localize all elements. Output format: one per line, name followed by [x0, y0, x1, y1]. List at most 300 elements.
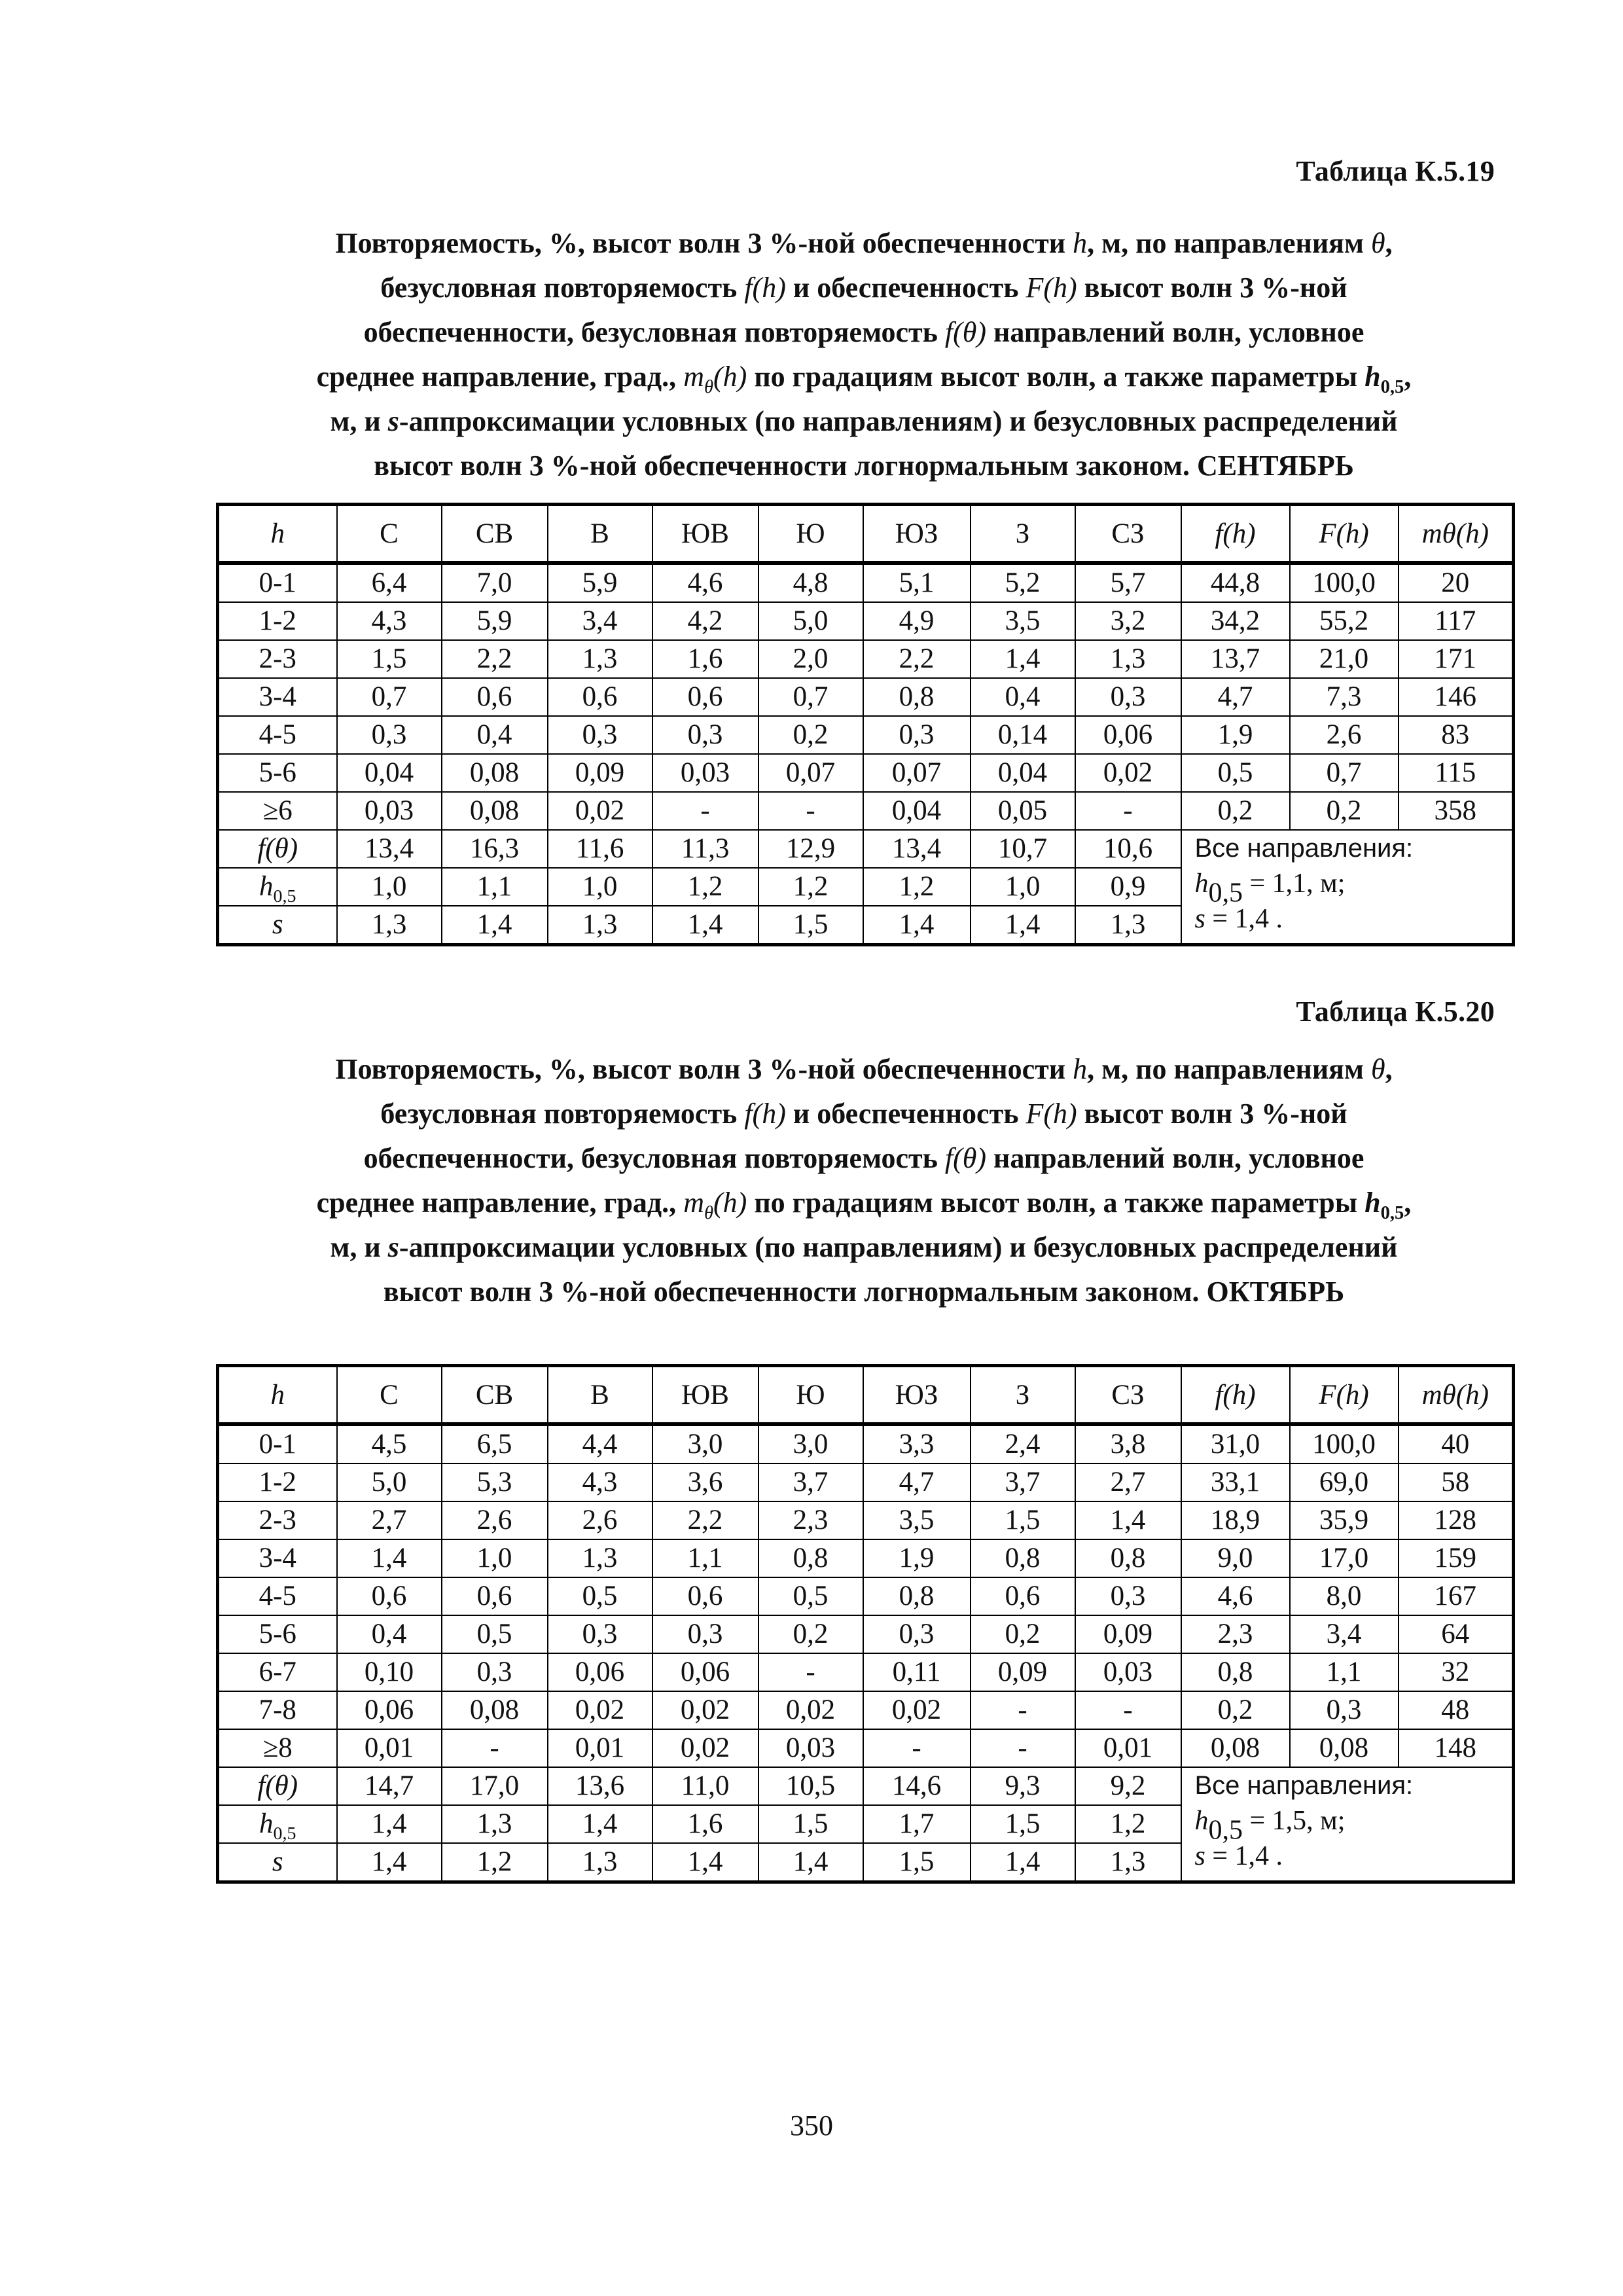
table-cell: 100,0 [1290, 563, 1399, 602]
table-cell: 0,3 [337, 716, 442, 754]
s-symbol: s [1194, 904, 1205, 934]
row-label [218, 868, 337, 906]
table-cell: 1,4 [758, 1843, 863, 1882]
column-header: f(h) [1181, 505, 1290, 564]
h05-symbol: h [1194, 1806, 1209, 1836]
table-cell: 0,8 [758, 1539, 863, 1577]
h05-label: h [259, 871, 274, 902]
table-cell: 17,0 [1290, 1539, 1399, 1577]
s-value: = 1,4 . [1205, 904, 1283, 934]
table-cell: 13,4 [337, 830, 442, 868]
table-cell: 1,3 [337, 906, 442, 945]
table-cell: 13,4 [863, 830, 971, 868]
table-cell: 0,7 [758, 678, 863, 716]
table-cell: 11,3 [652, 830, 758, 868]
column-header: h [218, 1366, 337, 1425]
table-cell: 0,03 [337, 792, 442, 830]
row-label: 4-5 [218, 716, 337, 754]
table-cell: 0,6 [442, 678, 548, 716]
row-label: 2-3 [218, 1501, 337, 1539]
table-cell: 16,3 [442, 830, 548, 868]
table-cell: 7,3 [1290, 678, 1399, 716]
h05-subscript: 0,5 [1208, 878, 1243, 908]
column-header: С [337, 505, 442, 564]
table-cell: 0,02 [1075, 754, 1181, 792]
table-cell: 0,3 [442, 1653, 548, 1691]
table-cell: 2,2 [442, 640, 548, 678]
table-cell: 0,08 [1290, 1729, 1399, 1767]
wave-height-table-october [216, 1364, 1515, 1884]
table-cell: 0,3 [652, 716, 758, 754]
table-cell: 1,4 [652, 1843, 758, 1882]
table-cell: 13,6 [548, 1767, 652, 1805]
table-cell: 1,4 [337, 1843, 442, 1882]
table-cell: 0,3 [1075, 1577, 1181, 1615]
table-cell: 0,3 [652, 1615, 758, 1653]
table-cell: 3,2 [1075, 602, 1181, 640]
table-cell: 5,9 [548, 563, 652, 602]
table-cell: 18,9 [1181, 1501, 1290, 1539]
table-cell: 11,0 [652, 1767, 758, 1805]
table-cell: 0,08 [442, 754, 548, 792]
table-cell: 10,6 [1075, 830, 1181, 868]
table-cell: 1,3 [1075, 906, 1181, 945]
table-cell: 2,3 [758, 1501, 863, 1539]
column-header: ЮЗ [863, 505, 971, 564]
table-cell: 4,3 [337, 602, 442, 640]
table-row [218, 563, 1514, 602]
table-cell: 3,5 [863, 1501, 971, 1539]
table-cell: 4,2 [652, 602, 758, 640]
table-cell: 1,3 [548, 640, 652, 678]
table-cell: 8,0 [1290, 1577, 1399, 1615]
table-cell: - [971, 1691, 1075, 1729]
table-cell: 0,6 [548, 678, 652, 716]
table-cell: 0,04 [337, 754, 442, 792]
table-cell: 159 [1399, 1539, 1514, 1577]
column-header: ЮЗ [863, 1366, 971, 1425]
column-header: Ю [758, 505, 863, 564]
row-label: f(θ) [218, 830, 337, 868]
table-cell: 4,3 [548, 1463, 652, 1501]
table-cell: 31,0 [1181, 1424, 1290, 1463]
wave-height-table-september [216, 503, 1515, 946]
table-cell: 0,7 [1290, 754, 1399, 792]
table-caption: Повторяемость, %, высот волн 3 %-ной обеспеченности h, м, по направлениям θ, безусловная повторяемость f(h) и обеспеченность F(h) высот волн 3 %-ной обеспеченности, безусловная повторяемость f(θ) направлений волн, условное среднее направление, град., $m_\theta(h)$ по градациям высот волн, а также параметры $h_{0,5}$, м, и s-аппроксимации условных (по направлениям) и безусловных распределений высот волн 3 %-ной обеспеченности логнормальным законом. СЕНТЯБРЬ [316, 227, 1412, 482]
table-cell: 1,4 [971, 1843, 1075, 1882]
table-cell: 0,02 [863, 1691, 971, 1729]
h05-label: h [259, 1808, 274, 1839]
all-directions-h05 [1194, 866, 1512, 908]
table-cell: 0,5 [548, 1577, 652, 1615]
table-cell: - [1075, 792, 1181, 830]
table-cell: 0,2 [1290, 792, 1399, 830]
table-cell: 33,1 [1181, 1463, 1290, 1501]
table-cell: 40 [1399, 1424, 1514, 1463]
table-cell: 0,3 [863, 716, 971, 754]
table-cell: 117 [1399, 602, 1514, 640]
table-cell: 4,7 [1181, 678, 1290, 716]
table-cell: 14,6 [863, 1767, 971, 1805]
table-cell: 1,2 [758, 868, 863, 906]
table-caption: Повторяемость, %, высот волн 3 %-ной обеспеченности h, м, по направлениям θ, безусловная повторяемость f(h) и обеспеченность F(h) высот волн 3 %-ной обеспеченности, безусловная повторяемость f(θ) направлений волн, условное среднее направление, град., $m_\theta(h)$ по градациям высот волн, а также параметры $h_{0,5}$, м, и s-аппроксимации условных (по направлениям) и безусловных распределений высот волн 3 %-ной обеспеченности логнормальным законом. ОКТЯБРЬ [316, 1053, 1412, 1308]
table-row [218, 640, 1514, 678]
table-cell: 0,02 [548, 792, 652, 830]
table-cell: 0,6 [442, 1577, 548, 1615]
table-cell: 4,8 [758, 563, 863, 602]
table-cell: 1,9 [863, 1539, 971, 1577]
table-cell: 0,06 [652, 1653, 758, 1691]
table-cell: 0,6 [652, 1577, 758, 1615]
table-cell: 148 [1399, 1729, 1514, 1767]
column-header: С [337, 1366, 442, 1425]
table-row [218, 754, 1514, 792]
table-cell: 1,3 [442, 1805, 548, 1843]
table-cell: 4,5 [337, 1424, 442, 1463]
table-cell: - [971, 1729, 1075, 1767]
row-label: 0-1 [218, 563, 337, 602]
table-cell: 0,2 [1181, 1691, 1290, 1729]
column-header: З [971, 505, 1075, 564]
table-cell: 10,7 [971, 830, 1075, 868]
table-cell: 0,09 [548, 754, 652, 792]
row-label [218, 1805, 337, 1843]
table-cell: 5,0 [337, 1463, 442, 1501]
table-cell: 0,6 [652, 678, 758, 716]
table-cell: 1,0 [337, 868, 442, 906]
table-header [218, 505, 1514, 564]
table-cell: 0,3 [548, 1615, 652, 1653]
table-cell: 128 [1399, 1501, 1514, 1539]
table-cell: 1,4 [652, 906, 758, 945]
table-cell: 1,4 [971, 906, 1075, 945]
table-cell: 1,1 [1290, 1653, 1399, 1691]
table-cell: 0,3 [1290, 1691, 1399, 1729]
table-cell: 1,1 [442, 868, 548, 906]
table-cell: 0,07 [863, 754, 971, 792]
table-cell: 1,2 [1075, 1805, 1181, 1843]
table-cell: 0,8 [863, 1577, 971, 1615]
table-cell: 2,2 [863, 640, 971, 678]
table-label: Таблица К.5.20 [1296, 996, 1495, 1028]
table-cell: 2,3 [1181, 1615, 1290, 1653]
table-body [218, 1424, 1514, 1882]
column-header: В [548, 1366, 652, 1425]
table-cell: 0,02 [758, 1691, 863, 1729]
column-header: F(h) [1290, 505, 1399, 564]
table-cell: 0,6 [971, 1577, 1075, 1615]
row-label: 3-4 [218, 678, 337, 716]
table-cell: 0,07 [758, 754, 863, 792]
table-cell: 13,7 [1181, 640, 1290, 678]
table-cell: 0,14 [971, 716, 1075, 754]
table-cell: 0,08 [442, 1691, 548, 1729]
table-cell: 2,2 [652, 1501, 758, 1539]
table-cell: 171 [1399, 640, 1514, 678]
table-row [218, 716, 1514, 754]
table-cell: 0,01 [337, 1729, 442, 1767]
table-row [218, 1729, 1514, 1767]
all-directions-title: Все направления: [1194, 834, 1414, 863]
table-cell: 9,2 [1075, 1767, 1181, 1805]
table-cell: 4,4 [548, 1424, 652, 1463]
table-cell: 100,0 [1290, 1424, 1399, 1463]
h05-label-subscript: 0,5 [273, 1823, 296, 1843]
table-cell: 0,11 [863, 1653, 971, 1691]
table-cell: 1,5 [863, 1843, 971, 1882]
table-cell: 3,3 [863, 1424, 971, 1463]
table-cell: 0,4 [442, 716, 548, 754]
h05-value: = 1,5, м; [1243, 1806, 1346, 1836]
table-cell: 2,6 [548, 1501, 652, 1539]
table-row [218, 678, 1514, 716]
table-cell: 12,9 [758, 830, 863, 868]
table-row [218, 1501, 1514, 1539]
table-cell: 0,3 [1075, 678, 1181, 716]
table-cell: 32 [1399, 1653, 1514, 1691]
table-cell: 5,0 [758, 602, 863, 640]
table-cell: 1,0 [548, 868, 652, 906]
table-cell: 0,09 [1075, 1615, 1181, 1653]
table-cell: 2,7 [1075, 1463, 1181, 1501]
column-header: F(h) [1290, 1366, 1399, 1425]
table-cell: 4,9 [863, 602, 971, 640]
table-cell: 3,0 [652, 1424, 758, 1463]
column-header: СВ [442, 1366, 548, 1425]
table-cell: 1,5 [758, 1805, 863, 1843]
table-cell: 0,8 [1181, 1653, 1290, 1691]
column-header: ЮВ [652, 1366, 758, 1425]
table-cell: 3,4 [1290, 1615, 1399, 1653]
table-cell: 0,05 [971, 792, 1075, 830]
table-cell: 1,6 [652, 640, 758, 678]
table-cell: 64 [1399, 1615, 1514, 1653]
table-cell: 0,03 [1075, 1653, 1181, 1691]
table-cell: 2,7 [337, 1501, 442, 1539]
table-cell: 2,6 [1290, 716, 1399, 754]
table-cell: 0,6 [337, 1577, 442, 1615]
column-header: mθ(h) [1399, 1366, 1514, 1425]
table-cell: 1,0 [442, 1539, 548, 1577]
table-body [218, 563, 1514, 945]
table-cell: 0,4 [971, 678, 1075, 716]
f-theta-row [218, 1767, 1514, 1805]
table-label: Таблица К.5.19 [1296, 155, 1495, 187]
row-label: 4-5 [218, 1577, 337, 1615]
table-cell: 1,2 [863, 868, 971, 906]
table-cell: 358 [1399, 792, 1514, 830]
table-cell: 0,9 [1075, 868, 1181, 906]
table-cell: 1,2 [442, 1843, 548, 1882]
table-cell: 0,09 [971, 1653, 1075, 1691]
column-header: mθ(h) [1399, 505, 1514, 564]
table-cell: 1,3 [548, 1843, 652, 1882]
table-cell: 0,06 [548, 1653, 652, 1691]
row-label: 6-7 [218, 1653, 337, 1691]
table-cell: 58 [1399, 1463, 1514, 1501]
table-cell: 1,3 [1075, 1843, 1181, 1882]
table-cell: 11,6 [548, 830, 652, 868]
row-label: ≥8 [218, 1729, 337, 1767]
table-cell: 0,5 [442, 1615, 548, 1653]
table-cell: 1,5 [971, 1805, 1075, 1843]
h05-symbol: h [1194, 869, 1209, 899]
table-cell: 3,7 [758, 1463, 863, 1501]
table-cell: 1,6 [652, 1805, 758, 1843]
all-directions-s [1195, 1839, 1512, 1874]
table-cell: 0,01 [548, 1729, 652, 1767]
table-cell: 35,9 [1290, 1501, 1399, 1539]
table-cell: - [758, 792, 863, 830]
table-cell: 2,6 [442, 1501, 548, 1539]
table-cell: 0,08 [1181, 1729, 1290, 1767]
page-number: 350 [790, 2109, 833, 2142]
table-cell: 3,8 [1075, 1424, 1181, 1463]
table-cell: 5,9 [442, 602, 548, 640]
table-cell: 1,9 [1181, 716, 1290, 754]
table-cell: 0,06 [337, 1691, 442, 1729]
row-label: 1-2 [218, 1463, 337, 1501]
table-row [218, 1577, 1514, 1615]
row-label: 2-3 [218, 640, 337, 678]
table-cell: 0,10 [337, 1653, 442, 1691]
table-cell: - [442, 1729, 548, 1767]
table-cell: 1,3 [548, 906, 652, 945]
table-row [218, 1653, 1514, 1691]
table-cell: 44,8 [1181, 563, 1290, 602]
table-cell: 0,3 [863, 1615, 971, 1653]
table-cell: 1,0 [971, 868, 1075, 906]
row-label: f(θ) [218, 1767, 337, 1805]
row-label: 0-1 [218, 1424, 337, 1463]
table-cell: 1,5 [971, 1501, 1075, 1539]
table-row [218, 1615, 1514, 1653]
row-label: 5-6 [218, 754, 337, 792]
table-cell: 1,4 [971, 640, 1075, 678]
all-directions-s [1195, 901, 1512, 937]
table-cell: 0,03 [652, 754, 758, 792]
row-label: 3-4 [218, 1539, 337, 1577]
h05-label-subscript: 0,5 [273, 886, 296, 906]
column-header: ЮВ [652, 505, 758, 564]
table-cell: 3,7 [971, 1463, 1075, 1501]
table-cell: 3,6 [652, 1463, 758, 1501]
table-cell: 9,3 [971, 1767, 1075, 1805]
table-cell: 6,5 [442, 1424, 548, 1463]
table-cell: - [1075, 1691, 1181, 1729]
table-cell: 34,2 [1181, 602, 1290, 640]
table-cell: 3,5 [971, 602, 1075, 640]
table-cell: 0,02 [548, 1691, 652, 1729]
table-header [218, 1366, 1514, 1425]
table-cell: 10,5 [758, 1767, 863, 1805]
row-label: s [218, 1843, 337, 1882]
column-header: СЗ [1075, 1366, 1181, 1425]
table-cell: 0,5 [1181, 754, 1290, 792]
table-cell: 55,2 [1290, 602, 1399, 640]
table-cell: 2,0 [758, 640, 863, 678]
table-cell: 0,03 [758, 1729, 863, 1767]
table-cell: 167 [1399, 1577, 1514, 1615]
all-directions-title: Все направления: [1194, 1771, 1414, 1800]
table-cell: 0,8 [863, 678, 971, 716]
table-cell: 1,4 [548, 1805, 652, 1843]
column-header: f(h) [1181, 1366, 1290, 1425]
table-cell: 0,02 [652, 1691, 758, 1729]
table-row [218, 1691, 1514, 1729]
h05-value: = 1,1, м; [1243, 869, 1346, 899]
table-cell: 0,04 [971, 754, 1075, 792]
column-header: Ю [758, 1366, 863, 1425]
row-label: 7-8 [218, 1691, 337, 1729]
table-cell: 1,3 [1075, 640, 1181, 678]
table-cell: 1,5 [337, 640, 442, 678]
table-cell: 1,5 [758, 906, 863, 945]
table-cell: 0,2 [971, 1615, 1075, 1653]
table-cell: 0,8 [1075, 1539, 1181, 1577]
header-row [218, 1366, 1514, 1425]
table-cell: - [652, 792, 758, 830]
table-cell: 3,4 [548, 602, 652, 640]
table-cell: 4,7 [863, 1463, 971, 1501]
table-cell: 0,4 [337, 1615, 442, 1653]
all-directions-note [1181, 1767, 1514, 1882]
table-cell: 5,3 [442, 1463, 548, 1501]
table-cell: 115 [1399, 754, 1514, 792]
table-cell: 1,4 [863, 906, 971, 945]
table-row [218, 1539, 1514, 1577]
table-cell: 0,06 [1075, 716, 1181, 754]
table-cell: 0,2 [758, 716, 863, 754]
h05-subscript: 0,5 [1208, 1815, 1243, 1846]
s-symbol: s [1194, 1841, 1205, 1871]
table-cell: 1,7 [863, 1805, 971, 1843]
table-cell: 4,6 [1181, 1577, 1290, 1615]
table-cell: 146 [1399, 678, 1514, 716]
table-row [218, 1463, 1514, 1501]
table-cell: 48 [1399, 1691, 1514, 1729]
table-cell: 7,0 [442, 563, 548, 602]
column-header: З [971, 1366, 1075, 1425]
table-cell: 0,8 [971, 1539, 1075, 1577]
table-row [218, 602, 1514, 640]
table-cell: 83 [1399, 716, 1514, 754]
column-header: СЗ [1075, 505, 1181, 564]
table-cell: 6,4 [337, 563, 442, 602]
table-cell: 0,04 [863, 792, 971, 830]
all-directions-h05 [1194, 1803, 1512, 1846]
all-directions-note [1181, 830, 1514, 945]
table-row [218, 1424, 1514, 1463]
table-cell: 1,4 [337, 1539, 442, 1577]
table-cell: 0,5 [758, 1577, 863, 1615]
table-cell: 0,01 [1075, 1729, 1181, 1767]
table-cell: 69,0 [1290, 1463, 1399, 1501]
table-cell: 5,2 [971, 563, 1075, 602]
table-cell: 1,1 [652, 1539, 758, 1577]
table-cell: 17,0 [442, 1767, 548, 1805]
column-header: СВ [442, 505, 548, 564]
table-row [218, 792, 1514, 830]
table-cell: 0,3 [548, 716, 652, 754]
table-cell: 5,7 [1075, 563, 1181, 602]
s-value: = 1,4 . [1205, 1841, 1283, 1871]
row-label: s [218, 906, 337, 945]
row-label: 5-6 [218, 1615, 337, 1653]
table-cell: 21,0 [1290, 640, 1399, 678]
table-cell: - [863, 1729, 971, 1767]
table-cell: 0,2 [758, 1615, 863, 1653]
